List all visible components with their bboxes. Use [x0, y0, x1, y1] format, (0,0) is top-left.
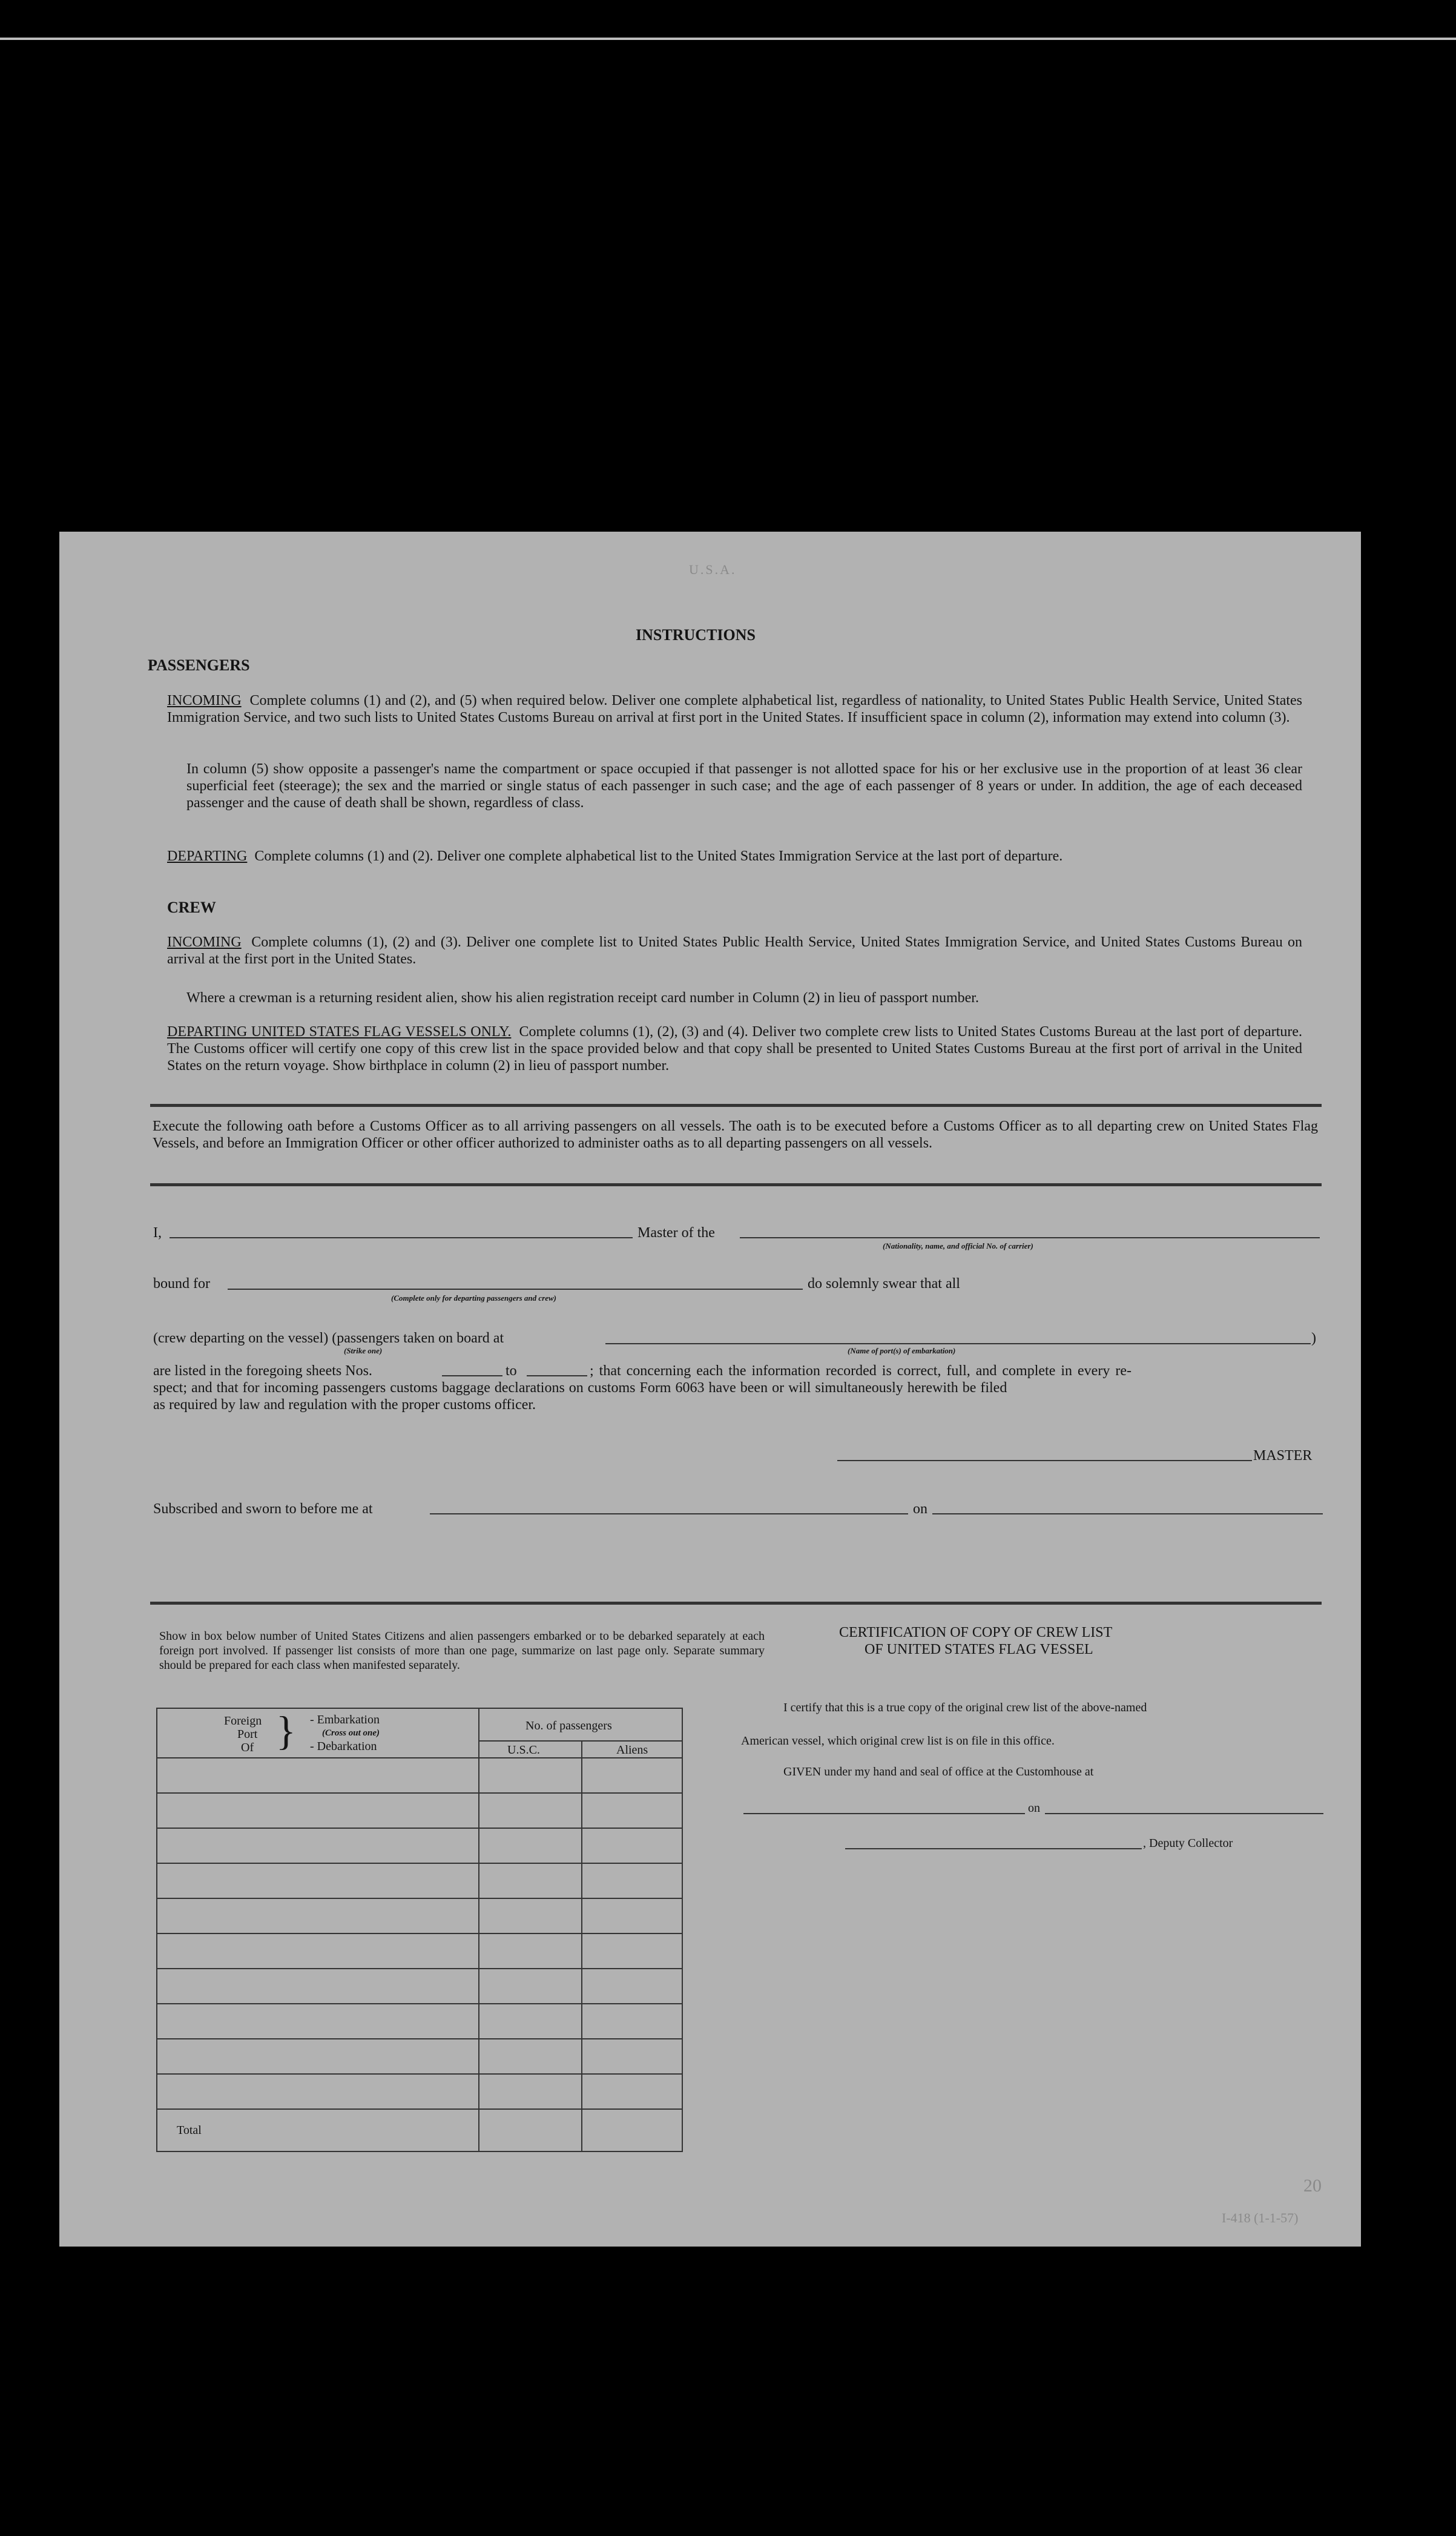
usc-aliens-divider: [581, 1740, 582, 2151]
certification-on-label: on: [1028, 1801, 1040, 1815]
crew-heading: CREW: [167, 899, 216, 916]
passengers-subheader-line: [478, 1740, 682, 1742]
master-of-the-label: Master of the: [637, 1225, 715, 1241]
crewman-paragraph: Where a crewman is a returning resident alien, show his alien registration receipt card number in Column (2) in lieu of passport number.: [186, 990, 979, 1006]
master-signature-field[interactable]: [837, 1460, 1252, 1461]
bound-for-label: bound for: [153, 1276, 210, 1292]
listed-text-4: as required by law and regulation with the proper customs officer.: [153, 1397, 536, 1413]
certify-text-2: American vessel, which original crew list is on file in this office.: [741, 1734, 1055, 1748]
departing-flag-label: DEPARTING UNITED STATES FLAG VESSELS ONLY.: [167, 1024, 512, 1040]
strike-one-caption: (Strike one): [344, 1346, 383, 1355]
summary-instructions: Show in box below number of United States Citizens and alien passengers embarked or to be debarked separately at each foreign port involved. If passenger list consists of more than one page, summarize on last page only. Separate summary should be prepared for each class when manifested separately.: [159, 1630, 765, 1672]
port-column-divider: [478, 1709, 479, 2151]
oath-rule: [150, 1183, 1322, 1186]
to-label: to: [506, 1363, 517, 1379]
subscribed-on-label: on: [913, 1501, 927, 1517]
section-rule: [150, 1104, 1322, 1107]
page-number: 20: [1303, 2176, 1322, 2196]
table-row: [157, 1933, 682, 1934]
table-row: [157, 1828, 682, 1829]
bound-for-field[interactable]: [228, 1289, 803, 1290]
departing-flag-text: Complete columns (1), (2), (3) and (4). Deliver two complete crew lists to United States Customs Bureau at the last port of departure. The Customs officer will certify one copy of this crew list in the space provided below and that copy shall be presented to United States Customs Bureau at the first port of arrival in the United States on the return voyage. Show birthplace in column (2) in lieu of passport number.: [167, 1024, 1303, 1074]
close-paren: ): [1311, 1330, 1316, 1346]
listed-text-3: spect; and that for incoming passengers customs baggage declarations on customs Form 6063 have been or will simultaneously herewith be filed: [153, 1380, 1007, 1396]
passengers-incoming-paragraph: [167, 692, 1302, 726]
certification-title-1: CERTIFICATION OF COPY OF CREW LIST: [839, 1625, 1113, 1640]
oath-bottom-rule: [150, 1602, 1322, 1605]
crew-incoming-label: INCOMING: [167, 934, 242, 950]
crew-incoming-paragraph: [167, 934, 1302, 968]
column5-paragraph: In column (5) show opposite a passenger's name the compartment or space occupied if that passenger is not allotted space for his or her exclusive use in the proportion of at least 36 clear superficial feet (steerage); the sex and the married or single status of each passenger in such case; and the age of each passenger of 8 years or under. In addition, the age of each deceased passenger and the cause of death shall be shown, regardless of class.: [186, 761, 1302, 811]
crew-incoming-text: Complete columns (1), (2) and (3). Deliver one complete list to United States Public Health Service, United States Immigration Service, and United States Customs Bureau on arrival at the first port in the United States.: [167, 934, 1302, 967]
master-label: MASTER: [1253, 1448, 1313, 1464]
table-row: [157, 1968, 682, 1969]
table-row: [157, 1792, 682, 1794]
debarkation-label: - Debarkation: [310, 1740, 377, 1753]
master-name-field[interactable]: [170, 1237, 633, 1238]
table-row: [157, 1898, 682, 1899]
oath-instructions: Execute the following oath before a Customs Officer as to all arriving passengers on all vessels. The oath is to be executed before a Customs Officer as to all departing crew on United States Flag Vessels, and before an Immigration Officer or other officer authorized to administer oaths as to all departing passengers on all vessels.: [153, 1118, 1318, 1151]
departing-flag-paragraph: [167, 1023, 1302, 1074]
brace-icon: }: [276, 1708, 296, 1754]
crew-departing-label: (crew departing on the vessel) (passengers taken on board at: [153, 1330, 504, 1346]
subscribed-label: Subscribed and sworn to before me at: [153, 1501, 373, 1517]
subscribed-date-field[interactable]: [932, 1513, 1323, 1514]
cross-out-caption: (Cross out one): [322, 1728, 380, 1738]
table-row: [157, 2003, 682, 2004]
certification-date-field[interactable]: [1045, 1813, 1323, 1814]
form-number: I-418 (1-1-57): [1222, 2210, 1299, 2225]
passengers-departing-text: Complete columns (1) and (2). Deliver one complete alphabetical list to the United States Immigration Service at the last port of departure.: [254, 848, 1063, 864]
passengers-incoming-label: INCOMING: [167, 693, 242, 708]
deputy-collector-signature-field[interactable]: [845, 1848, 1142, 1849]
form-page: [59, 532, 1361, 2247]
foreign-label: Foreign: [224, 1714, 262, 1728]
deputy-collector-label: , Deputy Collector: [1143, 1837, 1233, 1850]
passengers-departing-label: DEPARTING: [167, 848, 248, 864]
listed-text-2: ; that concerning each the information recorded is correct, full, and complete in every re-: [590, 1363, 1132, 1379]
table-row: [157, 1863, 682, 1864]
aliens-label: Aliens: [616, 1743, 648, 1757]
name-of-ports-caption: (Name of port(s) of embarkation): [848, 1346, 956, 1355]
passengers-heading: PASSENGERS: [148, 656, 250, 674]
bleed-through-usa: U.S.A.: [689, 562, 737, 577]
customhouse-field[interactable]: [743, 1813, 1025, 1814]
sheet-from-field[interactable]: [442, 1375, 502, 1376]
total-label: Total: [177, 2124, 202, 2137]
no-of-passengers-label: No. of passengers: [525, 1719, 612, 1732]
embarkation-label: - Embarkation: [310, 1713, 380, 1726]
header-bottom-line: [157, 1757, 682, 1758]
certification-title-2: OF UNITED STATES FLAG VESSEL: [865, 1642, 1093, 1657]
subscribed-place-field[interactable]: [430, 1513, 908, 1514]
certify-text-1: I certify that this is a true copy of the original crew list of the above-named: [783, 1701, 1147, 1714]
given-text: GIVEN under my hand and seal of office at the Customhouse at: [783, 1765, 1094, 1778]
do-solemnly-label: do solemnly swear that all: [808, 1276, 960, 1292]
complete-only-caption: (Complete only for departing passengers and crew): [391, 1293, 556, 1303]
sheet-to-field[interactable]: [527, 1375, 587, 1376]
port-of-embarkation-field[interactable]: [605, 1343, 1311, 1344]
listed-text-1: are listed in the foregoing sheets Nos.: [153, 1363, 372, 1379]
passengers-incoming-text: Complete columns (1) and (2), and (5) when required below. Deliver one complete alphabetical list, regardless of nationality, to United States Public Health Service, United States Immigration Service, and two such lists to United States Customs Bureau on arrival at first port in the United States. If insufficient space in column (2), information may extend into column (3).: [167, 693, 1303, 725]
table-row: [157, 2108, 682, 2110]
summary-table: [156, 1708, 683, 2152]
nationality-caption: (Nationality, name, and official No. of carrier): [883, 1241, 1033, 1250]
instructions-title: INSTRUCTIONS: [636, 626, 756, 644]
port-label: Port: [237, 1728, 258, 1741]
of-label: Of: [241, 1741, 254, 1754]
scan-border-line: [0, 38, 1456, 40]
usc-label: U.S.C.: [507, 1743, 540, 1757]
carrier-field[interactable]: [740, 1237, 1320, 1238]
table-row: [157, 2073, 682, 2075]
passengers-departing-paragraph: [167, 848, 1302, 865]
table-row: [157, 2038, 682, 2039]
i-label: I,: [153, 1225, 162, 1241]
